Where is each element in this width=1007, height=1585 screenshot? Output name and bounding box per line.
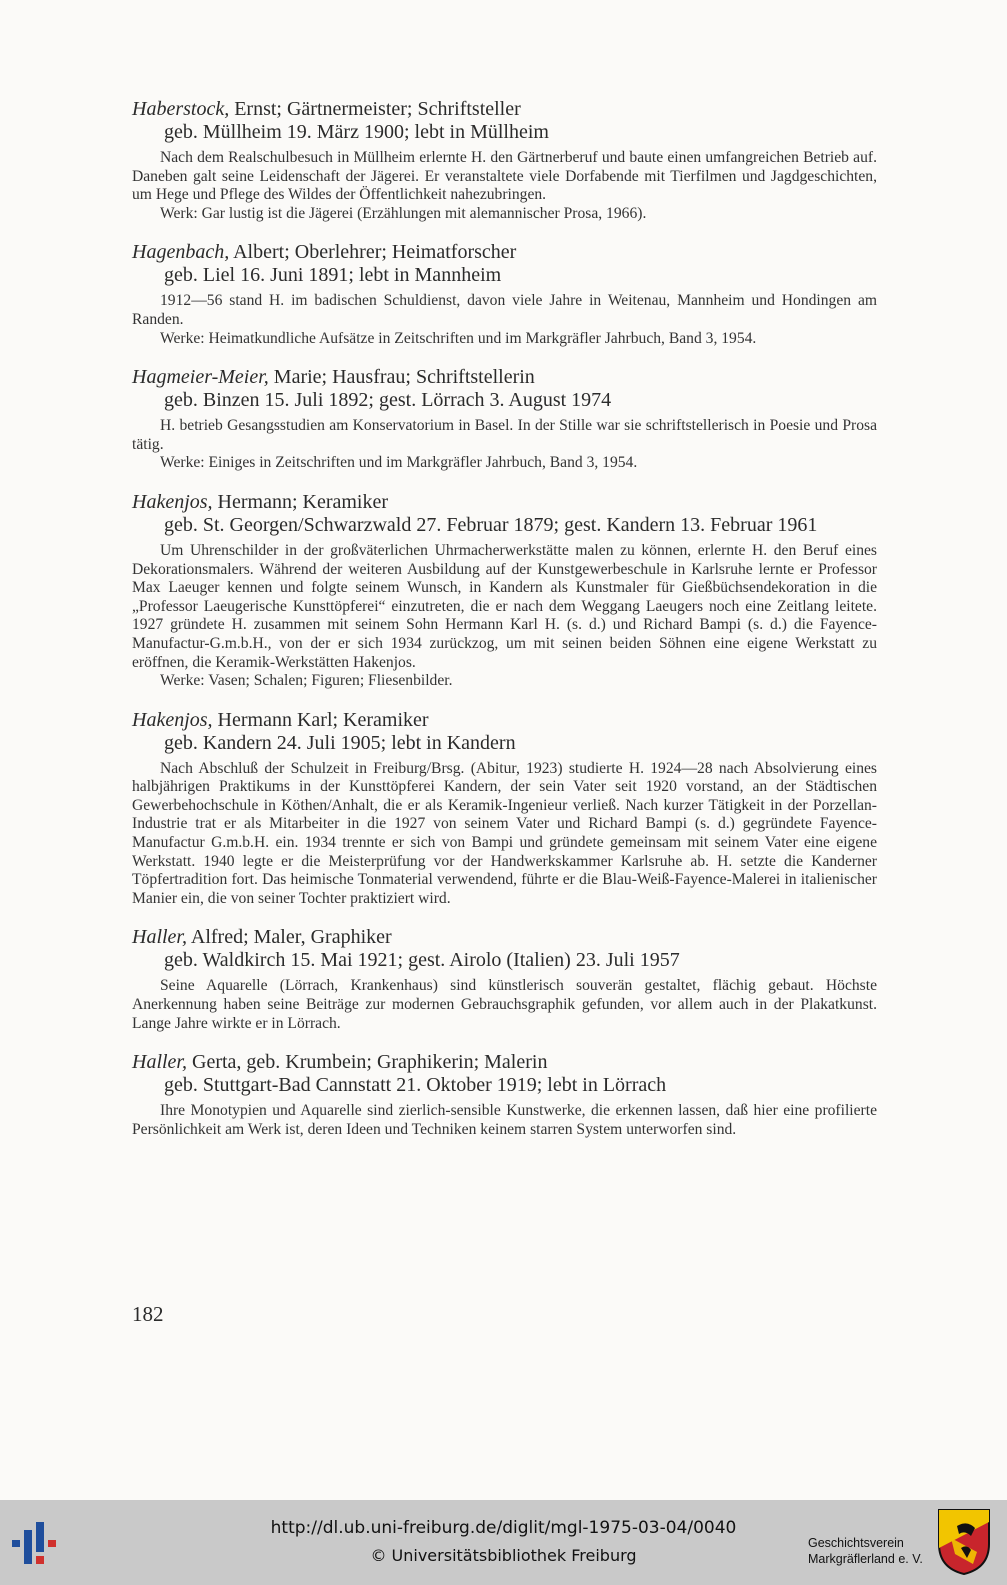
society-name bbox=[808, 1535, 923, 1567]
entry-surname: Hakenjos, bbox=[132, 490, 213, 513]
footer-bar bbox=[0, 1500, 1007, 1585]
entry-description: Marie; Hausfrau; Schriftstellerin bbox=[268, 366, 535, 389]
entry-body bbox=[132, 1102, 877, 1139]
entry-surname: Haberstock, bbox=[132, 98, 230, 120]
society-name-line2: Markgräflerland e. V. bbox=[808, 1552, 923, 1566]
entry bbox=[132, 709, 877, 909]
entry-description: Hermann; Keramiker bbox=[212, 490, 389, 513]
entry bbox=[132, 491, 877, 691]
entry-heading bbox=[132, 1051, 877, 1074]
entry-surname: Hagenbach, bbox=[132, 241, 230, 264]
entry-body bbox=[132, 292, 877, 348]
entry-works: Werk: Gar lustig ist die Jägerei (Erzählungen mit alemannischer Prosa, 1966). bbox=[160, 204, 647, 222]
entry-surname: Hagmeier-Meier, bbox=[132, 366, 269, 389]
entry-body bbox=[132, 977, 877, 1033]
coat-of-arms-icon[interactable] bbox=[937, 1508, 991, 1576]
entry-dates: geb. Müllheim 19. März 1900; lebt in Müllheim bbox=[164, 121, 549, 143]
entry-paragraph: Seine Aquarelle (Lörrach, Krankenhaus) sind künstlerisch souverän gestaltet, flächig gebaut. Höchste Anerkennung haben seine Beiträge zur modernen Gebrauchsgraphik gefunden, vor allem auch in der Plakatkunst. Lange Jahre wirkte er in Lörrach. bbox=[132, 977, 877, 1032]
entry-heading bbox=[132, 366, 877, 389]
entry bbox=[132, 366, 877, 473]
entry-description: Gerta, geb. Krumbein; Graphikerin; Malerin bbox=[187, 1051, 548, 1074]
entry-dates: geb. Binzen 15. Juli 1892; gest. Lörrach 3. August 1974 bbox=[164, 389, 612, 412]
entry-works: Werke: Vasen; Schalen; Figuren; Fliesenbilder. bbox=[160, 672, 453, 690]
entry bbox=[132, 1051, 877, 1139]
entry-works: Werke: Einiges in Zeitschriften und im Markgräfler Jahrbuch, Band 3, 1954. bbox=[160, 454, 638, 472]
entry-heading bbox=[132, 491, 877, 514]
entry-surname: Haller, bbox=[132, 926, 187, 949]
entries-container bbox=[132, 98, 877, 1157]
society-name-line1: Geschichtsverein bbox=[808, 1536, 904, 1550]
entry-heading bbox=[132, 709, 877, 732]
document-url-link[interactable]: http://dl.ub.uni-freiburg.de/diglit/mgl-1975-03-04/0040 bbox=[270, 1518, 737, 1538]
page-number: 182 bbox=[132, 1302, 164, 1326]
entry-dates: geb. St. Georgen/Schwarzwald 27. Februar 1879; gest. Kandern 13. Februar 1961 bbox=[164, 513, 818, 536]
entry-dates: geb. Waldkirch 15. Mai 1921; gest. Airolo (Italien) 23. Juli 1957 bbox=[164, 949, 680, 972]
entry-paragraph: Nach Abschluß der Schulzeit in Freiburg/Brsg. (Abitur, 1923) studierte H. 1924—28 nach Absolvierung eines halbjährigen Praktikums in der Kunsttöpferei Kandern, der sein Vater seit 1920 vorstand, an der Städtischen Gewerbehochschule in Köthen/Anhalt, die er als Keramik-Ingenieur verließ. Nach kurzer Tätigkeit in der Porzellan-Industrie trat er als Mitarbeiter in die 1927 von seinem Vater und Richard Bampi (s. d.) gegründete Fayence-Manufactur G.m.b.H. ein. 1934 trennte er sich von Bampi und gründete gemeinsam mit seinem Vater eine eigene Werkstatt. 1940 legte er die Meisterprüfung vor der Handwerkskammer Karlsruhe ab. H. setzte die Kanderner Töpfertradition fort. Das heimische Tonmaterial verwendend, führte er die Blau-Weiß-Fayence-Malerei in italienischer Manier ein, die von seiner Tochter praktiziert wird. bbox=[132, 759, 877, 907]
entry bbox=[132, 926, 877, 1033]
entry-heading bbox=[132, 241, 877, 264]
entry-description: Hermann Karl; Keramiker bbox=[212, 708, 429, 731]
entry-paragraph: Um Uhrenschilder in der großväterlichen Uhrmacherwerkstätte malen zu können, erlernte H. den Beruf eines Dekorationsmalers. Während der weiteren Ausbildung auf der Kunstgewerbeschule in Karlsruhe lernte er Professor Max Laeuger kennen und folgte seinem Wunsch, in Kandern als Kunstmaler für Gießbüchsendekoration in die „Professor Laeugerische Kunsttöpferei“ einzutreten, die er nach dem Weggang Laeugers noch eine Zeitlang leitete. 1927 gründete H. zusammen mit seinem Sohn Hermann Karl H. (s. d.) und Richard Bampi (s. d.) die Fayence-Manufactur-G.m.b.H., von der er sich 1934 zurückzog, um mit seinen beiden Söhnen eine eigene Werkstatt zu eröffnen, die Keramik-Werkstätten Hakenjos. bbox=[132, 541, 877, 671]
entry-heading bbox=[132, 98, 877, 121]
entry-works: Werke: Heimatkundliche Aufsätze in Zeitschriften und im Markgräfler Jahrbuch, Band 3, 1954. bbox=[160, 329, 757, 347]
entry-surname: Haller, bbox=[132, 1051, 187, 1074]
copyright-text: © Universitätsbibliothek Freiburg bbox=[370, 1546, 637, 1565]
entry-heading bbox=[132, 926, 877, 949]
entry-surname: Hakenjos, bbox=[132, 708, 213, 731]
entry-description: Alfred; Maler, Graphiker bbox=[187, 926, 392, 949]
entry-body bbox=[132, 760, 877, 909]
entry-dates: geb. Liel 16. Juni 1891; lebt in Mannheim bbox=[164, 264, 502, 287]
entry-paragraph: H. betrieb Gesangsstudien am Konservatorium in Basel. In der Stille war sie schriftstellerisch in Poesie und Prosa tätig. bbox=[132, 417, 877, 453]
entry-paragraph: Ihre Monotypien und Aquarelle sind zierlich-sensible Kunstwerke, die erkennen lassen, daß hier eine profilierte Persönlichkeit am Werk ist, deren Ideen und Techniken keinem starren System unterworfen sind. bbox=[132, 1102, 877, 1138]
entry-body bbox=[132, 149, 877, 223]
entry-description: Albert; Oberlehrer; Heimatforscher bbox=[229, 241, 517, 264]
entry-body bbox=[132, 542, 877, 691]
entry-body bbox=[132, 417, 877, 473]
entry bbox=[132, 98, 877, 223]
entry-dates: geb. Kandern 24. Juli 1905; lebt in Kandern bbox=[164, 731, 516, 754]
entry-description: Ernst; Gärtnermeister; Schriftsteller bbox=[229, 98, 521, 120]
entry-paragraph: 1912—56 stand H. im badischen Schuldienst, davon viele Jahre in Weitenau, Mannheim und Hondingen am Randen. bbox=[132, 292, 877, 328]
entry-paragraph: Nach dem Realschulbesuch in Müllheim erlernte H. den Gärtnerberuf und baute einen umfangreichen Betrieb auf. Daneben galt seine Leidenschaft der Jägerei. Er veranstaltete viele Dorfabende mit Tierfilmen und Jagdgeschichten, um Hege und Pflege des Wildes der Öffentlichkeit nahezubringen. bbox=[132, 149, 877, 204]
entry bbox=[132, 241, 877, 348]
entry-dates: geb. Stuttgart-Bad Cannstatt 21. Oktober 1919; lebt in Lörrach bbox=[164, 1074, 667, 1097]
